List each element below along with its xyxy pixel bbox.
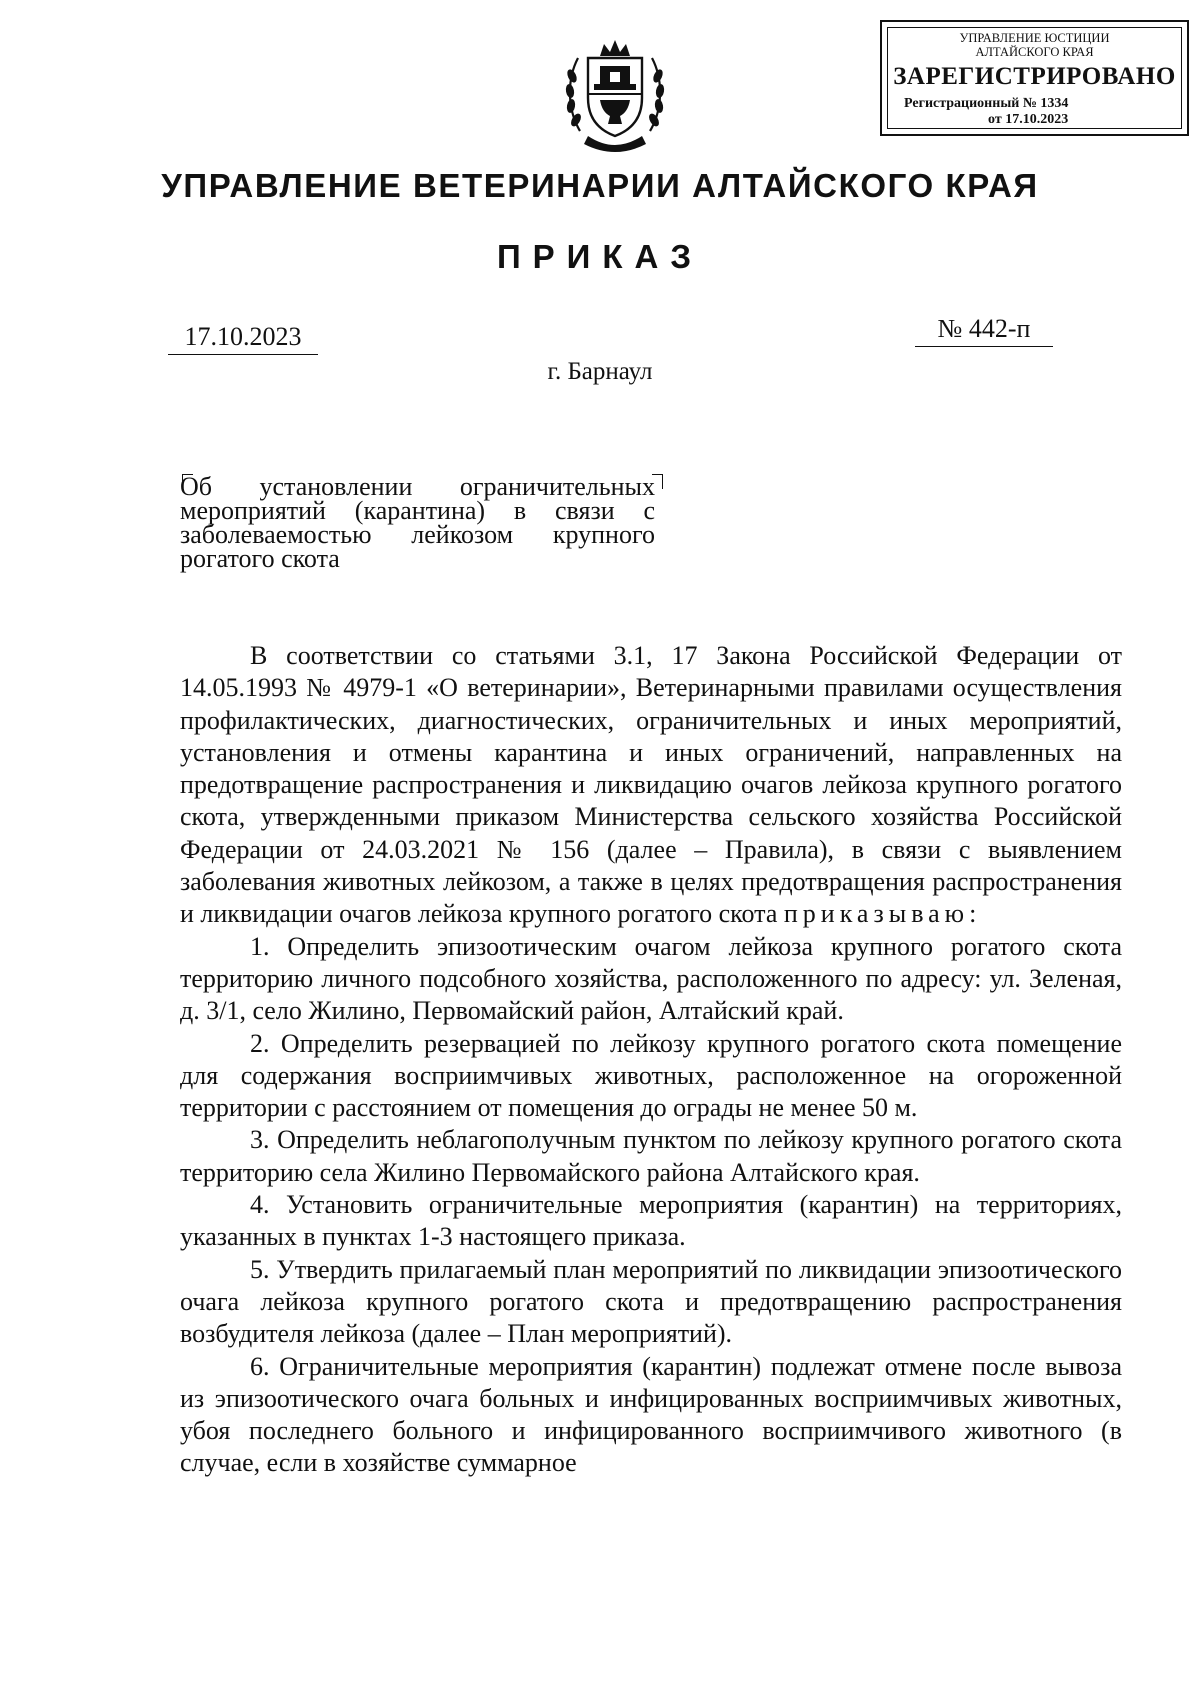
coat-of-arms-emblem [560, 36, 670, 156]
document-kind-heading: ПРИКАЗ [496, 238, 704, 275]
registration-stamp [880, 20, 1189, 136]
preamble-paragraph [180, 640, 1122, 931]
subject-line: рогатого скота [180, 544, 340, 573]
stamp-authority-line-1: УПРАВЛЕНИЕ ЮСТИЦИИ [959, 31, 1110, 45]
order-item-3: 3. Определить неблагополучным пунктом по лейкозу крупного рогатого скота территорию села Жилино Первомайского района Алтайского края. [180, 1125, 1122, 1187]
preamble-command: приказываю: [783, 899, 982, 929]
stamp-authority-line-2: АЛТАЙСКОГО КРАЯ [975, 45, 1094, 59]
order-item-2: 2. Определить резервацией по лейкозу крупного рогатого скота помещение для содержания восприимчивых животных, расположенное на огороженной территории с расстоянием от помещения до ограды не менее 50 м. [180, 1028, 1122, 1123]
order-item-6: 6. Ограничительные мероприятия (карантин) подлежат отмене после вывоза из эпизоотического очага больных и инфицированных восприимчивых животных, убоя последнего больного и инфицированного восприимчивого животного (в случае, если в хозяйстве суммарное [180, 1351, 1122, 1478]
subject-line: заболеваемостью лейкозом крупного [180, 520, 655, 549]
subject-line: мероприятий (карантина) в связи с [180, 496, 655, 525]
document-date: 17.10.2023 [168, 322, 318, 355]
document-subject [180, 472, 655, 573]
document-body [180, 640, 1122, 1480]
subject-line: Об установлении ограничительных [180, 472, 655, 501]
stamp-reg-number: Регистрационный № 1334 [904, 96, 1069, 111]
stamp-reg-date: от 17.10.2023 [988, 112, 1069, 127]
order-item-4: 4. Установить ограничительные мероприятия (карантин) на территориях, указанных в пунктах 1-3 настоящего приказа. [180, 1190, 1122, 1252]
preamble-text: В соответствии со статьями 3.1, 17 Закона Российской Федерации от 14.05.1993 № 4979-1 «О ветеринарии», Ветеринарными правилами осуществления профилактических, диагностических, ограничительных и иных мероприятий, установления и отмены карантина и иных ограничений, направленных на предотвращение распространения и ликвидацию очагов лейкоза крупного рогатого скота, утвержденными приказом Министерства сельского хозяйства Российской Федерации от 24.03.2021 № 156 (далее – Правила), в связи с выявлением заболевания животных лейкозом, а также в целях предотвращения распространения и ликвидации очагов лейкоза крупного рогатого скота [180, 641, 1122, 929]
organization-title: УПРАВЛЕНИЕ ВЕТЕРИНАРИИ АЛТАЙСКОГО КРАЯ [161, 167, 1039, 204]
document-number: № 442-п [915, 314, 1053, 347]
order-item-1: 1. Определить эпизоотическим очагом лейкоза крупного рогатого скота территорию личного подсобного хозяйства, расположенного по адресу: ул. Зеленая, д. 3/1, село Жилино, Первомайский район, Алтайский край. [180, 931, 1122, 1026]
order-item-5: 5. Утвердить прилагаемый план мероприятий по ликвидации эпизоотического очага лейкоза крупного рогатого скота и предотвращению распространения возбудителя лейкоза (далее – План мероприятий). [180, 1254, 1122, 1349]
document-city: г. Барнаул [547, 358, 653, 385]
stamp-status: ЗАРЕГИСТРИРОВАНО [893, 63, 1176, 90]
